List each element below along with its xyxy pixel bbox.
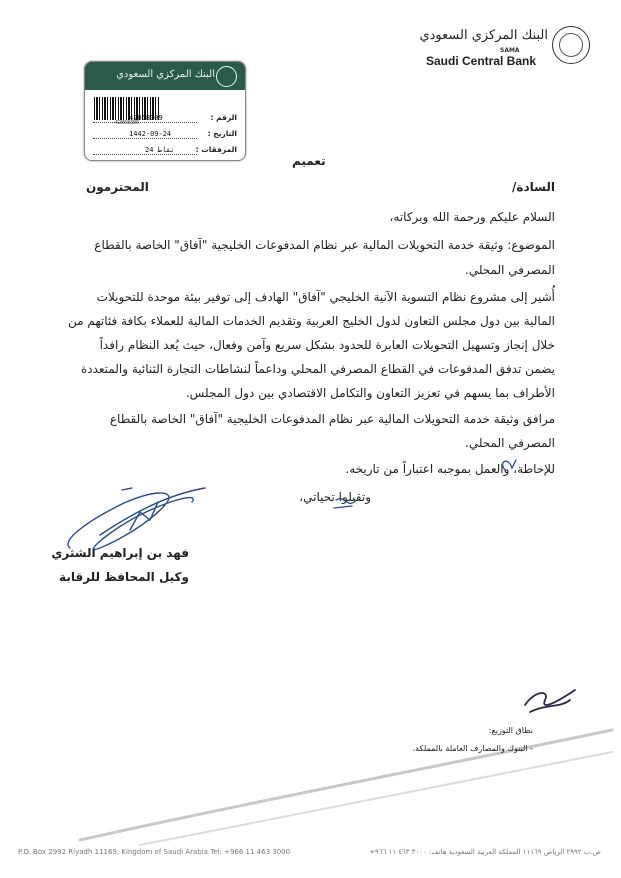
bank-name-arabic: البنك المركزي السعودي bbox=[419, 28, 548, 43]
signature bbox=[68, 488, 205, 549]
stamp-attachments-line bbox=[93, 154, 197, 155]
distribution-item: - البنوك والمصارف العاملة بالمملكة. bbox=[412, 744, 533, 753]
salutation-to: السادة/ bbox=[512, 180, 555, 194]
paragraph-2-line: المصرفي المحلي. bbox=[465, 436, 555, 450]
stamp-seal-icon bbox=[216, 66, 237, 87]
stamp-attachments-value: 24 نقاط bbox=[145, 146, 175, 154]
signer-title: وكيل المحافظ للرقابة bbox=[59, 570, 189, 584]
sama-label: SAMA bbox=[500, 47, 520, 54]
stamp-initials bbox=[525, 690, 575, 712]
stamp-bank-name: البنك المركزي السعودي bbox=[116, 69, 215, 80]
closing-line: وتقبلوا تحياتي، bbox=[299, 490, 371, 504]
paragraph-1-line: الأطراف بما يسهم في تعزيز التعاون والتكامل الاقتصادي بين دول المجلس. bbox=[185, 386, 555, 400]
stamp-number-label: الرقم : bbox=[210, 113, 237, 122]
bank-name-english: Saudi Central Bank bbox=[426, 54, 537, 68]
barcode-number: 42068309 bbox=[114, 120, 140, 126]
stamp-date-label: التاريخ : bbox=[207, 129, 237, 138]
stamp-date-value: 1442-09-24 bbox=[129, 130, 172, 138]
stamp-attachments-label: المرفقات : bbox=[195, 145, 237, 154]
paragraph-1-line: يضمن تدفق المدفوعات في القطاع المصرفي المحلي وداعماً لنشاطات التجارة الثنائية والمتعددة bbox=[80, 362, 555, 376]
paragraph-1-line: المالية بين دول مجلس التعاون لدول الخليج العربية وتقديم الخدمات المالية للعملاء بكافة فئاتهم من bbox=[67, 314, 555, 328]
signer-name: فهد بن إبراهيم الشثري bbox=[51, 546, 189, 560]
footer-arabic-address: ص.ب ٢٩٩٢ الرياض ١١١٦٩ المملكة العربية السعودية هاتف: ٣٠٠٠ ٤٦٣ ١١ ٩٦٦+ bbox=[369, 848, 601, 856]
paragraph-2-line: مرافق وثيقة خدمة التحويلات المالية عبر نظام المدفوعات الخليجية "آفاق" الخاصة بالقطاع bbox=[109, 412, 555, 426]
action-line: للإحاطة، والعمل بموجبه اعتباراً من تاريخه. bbox=[345, 462, 555, 476]
salutation-respected: المحترمون bbox=[86, 180, 149, 194]
footer-english-address: P.O. Box 2992 Riyadh 11169, Kingdom of Saudi Arabia Tel: +966 11 463 3000 bbox=[18, 848, 291, 856]
bank-seal-logo bbox=[552, 26, 590, 64]
distribution-label: نطاق التوزيع: bbox=[488, 726, 533, 735]
reference-stamp bbox=[84, 61, 246, 161]
stamp-number-value: 42068309 bbox=[129, 114, 163, 122]
paragraph-1-line: أُشير إلى مشروع نظام التسوية الآنية الخليجي "آفاق" الهادف إلى توفير بيئة موحدة للتحويلات bbox=[96, 290, 555, 304]
circular-heading: تعميم bbox=[292, 154, 326, 168]
paragraph-1-line: خلال إنجاز وتسهيل التحويلات العابرة للحدود بشكل سريع وآمن وفعال، حيث يُعد النظام رافداً bbox=[99, 338, 555, 352]
stamp-number-line bbox=[93, 122, 197, 123]
stamp-date-line bbox=[93, 138, 197, 139]
subject-line-2: المصرفي المحلي. bbox=[465, 263, 555, 277]
subject-line-1: الموضوع: وثيقة خدمة التحويلات المالية عبر نظام المدفوعات الخليجية "آفاق" الخاصة بالقطاع bbox=[94, 238, 555, 252]
greeting: السلام عليكم ورحمة الله وبركاته، bbox=[389, 210, 555, 224]
